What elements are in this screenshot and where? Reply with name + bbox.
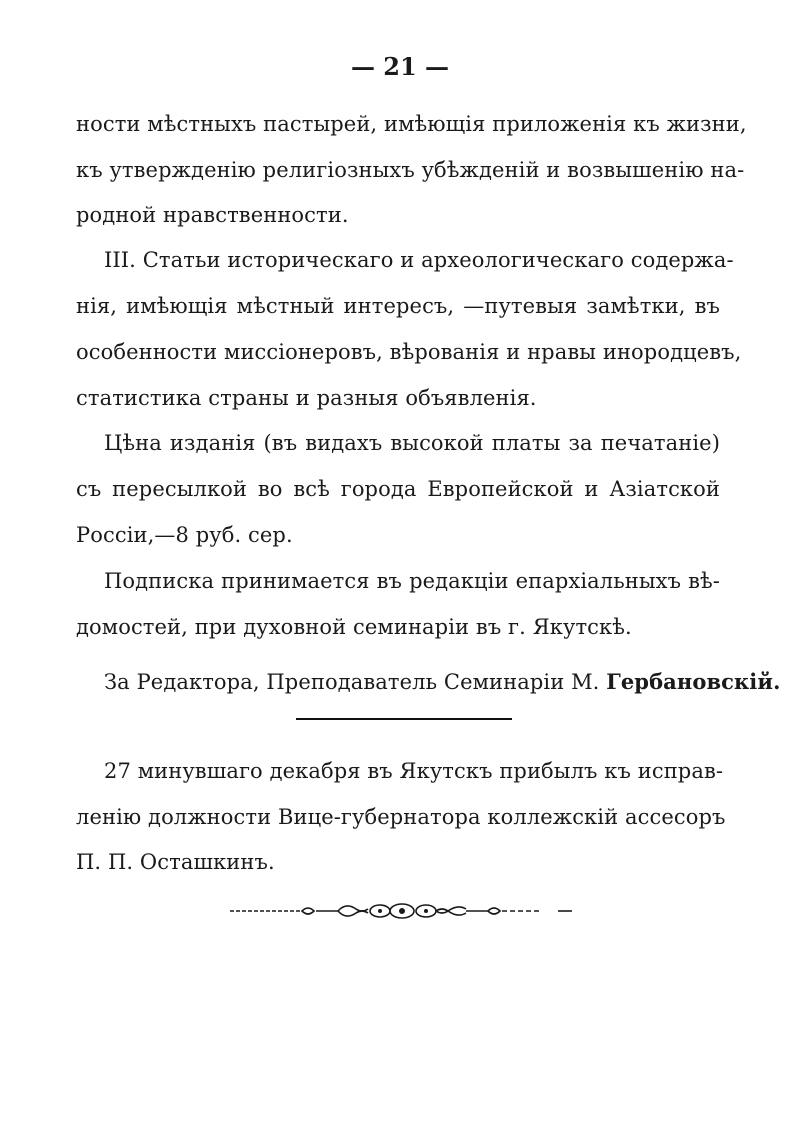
para3-line-3: Россіи,—8 руб. сер.: [76, 523, 293, 547]
para4-line-1: Подписка принимается въ редакціи епархіальныхъ вѣ-: [104, 569, 720, 593]
para2-line-2: нія, имѣющія мѣстный интересъ, —путевыя замѣтки, въ: [76, 294, 720, 318]
para5-line-1: 27 минувшаго декабря въ Якутскъ прибылъ къ исправ-: [104, 759, 724, 783]
editor-signature: [104, 668, 780, 696]
para1-line-3: родной нравственности.: [76, 203, 349, 227]
section-divider: [296, 718, 512, 720]
signature-prefix: За Редактора, Преподаватель Семинаріи М.: [104, 670, 600, 694]
para2-line-4: статистика страны и разныя объявленія.: [76, 386, 537, 410]
ornament-divider-icon: [230, 896, 575, 926]
para4-line-2: домостей, при духовной семинаріи въ г. Якутскѣ.: [76, 615, 632, 639]
para5-line-2: ленію должности Вице-губернатора коллежскій ассесоръ: [76, 805, 726, 829]
para3-line-1: Цѣна изданія (въ видахъ высокой платы за печатаніе): [104, 431, 720, 455]
para1-line-2: къ утвержденію религіозныхъ убѣжденій и возвышенію на-: [76, 158, 745, 182]
para5-line-3: П. П. Осташкинъ.: [76, 850, 275, 874]
para2-line-3: особенности миссіонеровъ, вѣрованія и нравы инородцевъ,: [76, 340, 742, 364]
signature-name: Гербановскій.: [606, 669, 781, 694]
page-number: — 21 —: [350, 52, 450, 81]
para1-line-1: ности мѣстныхъ пастырей, имѣющія приложенія къ жизни,: [76, 112, 747, 136]
para2-line-1: III. Статьи историческаго и археологическаго содержа-: [104, 248, 734, 272]
para3-line-2: съ пересылкой во всѣ города Европейской и Азіатской: [76, 477, 720, 501]
